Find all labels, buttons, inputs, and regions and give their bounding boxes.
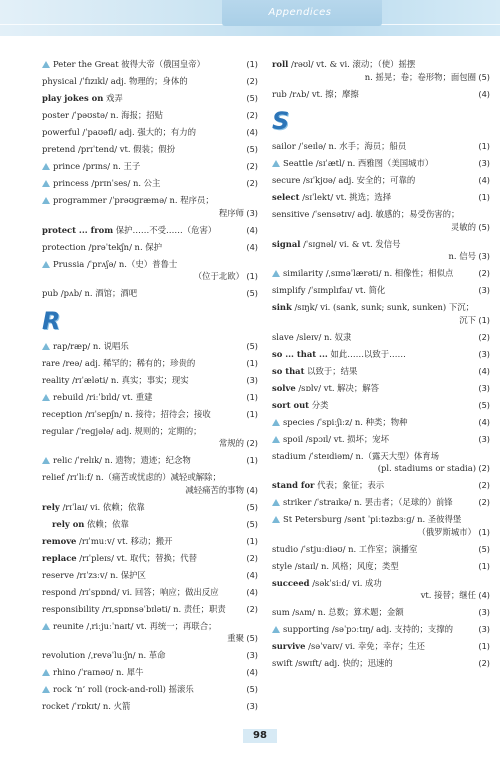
entry-headword: survive bbox=[272, 641, 306, 651]
glossary-entry bbox=[272, 623, 492, 636]
entry-text: revolution /ˌrevəˈluːʃn/ n. 革命 bbox=[42, 650, 166, 660]
unit-number: (4) bbox=[246, 127, 258, 137]
unit-number: (2) bbox=[246, 76, 258, 86]
glossary-entry bbox=[42, 683, 260, 696]
entry-text: Prussia /ˈprʌʃə/ n.（史）普鲁士 bbox=[42, 258, 260, 271]
entry-text: spoil /spɔɪl/ vt. 损坏；宠坏 bbox=[272, 433, 492, 446]
unit-number: (1) bbox=[246, 357, 258, 368]
entry-headword: signal bbox=[272, 238, 301, 249]
unit-number: (4) bbox=[246, 224, 258, 235]
unit-number: (4) bbox=[246, 569, 258, 580]
unit-number: (2) bbox=[246, 438, 258, 448]
glossary-entry bbox=[272, 140, 492, 153]
entry-text: swift /swɪft/ adj. 快的；迅速的 bbox=[272, 658, 393, 668]
entry-text: reception /rɪˈsepʃn/ n. 接待；招待会；接收 bbox=[42, 408, 211, 419]
glossary-entry bbox=[272, 191, 492, 204]
unit-number: (5) bbox=[478, 71, 490, 82]
triangle-marker-icon bbox=[42, 623, 50, 630]
entry-continuation: (pl. stadiums or stadia) bbox=[377, 463, 476, 473]
glossary-entry bbox=[42, 501, 260, 514]
unit-number: (5) bbox=[246, 501, 258, 512]
glossary-entry bbox=[272, 88, 492, 101]
entry-text: pub /pʌb/ n. 酒馆；酒吧 bbox=[42, 288, 138, 298]
entry-continuation: （位于北欧） bbox=[193, 271, 244, 281]
entry-text: roll /rəʊl/ vt. & vi. 滚动；（使）摇摆 bbox=[272, 59, 416, 69]
entry-text: replace /rɪˈpleɪs/ vt. 取代；替换；代替 bbox=[42, 552, 197, 563]
glossary-entry bbox=[272, 174, 492, 187]
entry-headword: so ... that ... bbox=[272, 348, 328, 359]
entry-text: regular /ˈreɡjələ/ adj. 规则的；定期的； bbox=[42, 425, 202, 436]
glossary-entry bbox=[42, 177, 260, 190]
triangle-marker-icon bbox=[42, 394, 50, 401]
entry-continuation: 减轻痛苦的事物 bbox=[185, 484, 244, 495]
glossary-entry bbox=[42, 535, 260, 548]
entry-continuation: n. 摇晃；卷；卷形物；面包圈 bbox=[364, 71, 476, 82]
entry-continuation: vt. 接替；继任 bbox=[420, 590, 476, 600]
glossary-entry bbox=[272, 284, 492, 297]
glossary-entry bbox=[42, 391, 260, 404]
section-letter-s: S bbox=[272, 107, 290, 135]
entry-text: relief /rɪˈliːf/ n.（痛苦或忧虑的）减轻或解除； bbox=[42, 472, 221, 482]
glossary-entry bbox=[42, 649, 260, 662]
unit-number: (4) bbox=[478, 416, 490, 427]
glossary-entry bbox=[272, 450, 492, 475]
entry-text: style /staɪl/ n. 风格；风度；类型 bbox=[272, 560, 399, 571]
unit-number: (2) bbox=[246, 161, 258, 171]
glossary-entry bbox=[42, 357, 260, 370]
glossary-entry bbox=[42, 454, 260, 467]
unit-number: (5) bbox=[246, 93, 258, 103]
triangle-marker-icon bbox=[42, 180, 50, 187]
unit-number: (4) bbox=[246, 586, 258, 597]
glossary-entry bbox=[272, 513, 492, 538]
triangle-marker-icon bbox=[272, 626, 280, 633]
entry-text: Peter the Great 彼得大帝（俄国皇帝） bbox=[42, 58, 260, 71]
entry-headword: replace bbox=[42, 552, 77, 563]
entry-text: supporting /səˈpɔːtɪŋ/ adj. 支持的；支撑的 bbox=[272, 623, 492, 636]
glossary-entry bbox=[42, 408, 260, 421]
unit-number: (3) bbox=[478, 251, 490, 261]
entry-text: princess /prɪnˈses/ n. 公主 bbox=[42, 177, 260, 190]
glossary-entry bbox=[42, 75, 260, 88]
entry-text: solve /sɒlv/ vt. 解决；解答 bbox=[272, 382, 380, 393]
entry-headword: select bbox=[272, 192, 300, 202]
entry-text: sort out 分类 bbox=[272, 399, 329, 410]
entry-text: reality /rɪˈæləti/ n. 真实；事实；现实 bbox=[42, 374, 189, 385]
entry-text: survive /səˈvaɪv/ vi. 幸免；幸存；生还 bbox=[272, 641, 425, 651]
unit-number: (3) bbox=[478, 433, 490, 444]
entry-text: powerful /ˈpaʊəfl/ adj. 强大的；有力的 bbox=[42, 127, 196, 137]
entry-continuation: 程序师 bbox=[218, 207, 244, 218]
triangle-marker-icon bbox=[272, 160, 280, 167]
glossary-entry bbox=[42, 258, 260, 283]
glossary-entry bbox=[272, 577, 492, 602]
entry-headword: so that bbox=[272, 365, 305, 376]
glossary-entry bbox=[42, 340, 260, 353]
glossary-entry bbox=[272, 365, 492, 378]
glossary-entry bbox=[272, 640, 492, 653]
unit-number: (4) bbox=[246, 484, 258, 495]
unit-number: (5) bbox=[246, 340, 258, 351]
page-number: 98 bbox=[243, 729, 277, 743]
entry-text: reserve /rɪˈzɜːv/ n. 保护区 bbox=[42, 569, 146, 580]
unit-number: (3) bbox=[478, 285, 490, 295]
glossary-entry bbox=[272, 267, 492, 280]
unit-number: (1) bbox=[478, 192, 490, 202]
unit-number: (1) bbox=[246, 59, 258, 69]
glossary-entry bbox=[42, 224, 260, 237]
glossary-entry bbox=[272, 606, 492, 619]
glossary-entry bbox=[42, 109, 260, 122]
entry-text: sink /sɪŋk/ vi. (sank, sunk; sunk, sunken) 下沉； bbox=[272, 302, 474, 312]
triangle-marker-icon bbox=[42, 343, 50, 350]
triangle-marker-icon bbox=[272, 419, 280, 426]
entry-continuation: 常规的 bbox=[218, 438, 244, 448]
triangle-marker-icon bbox=[42, 261, 50, 268]
unit-number: (4) bbox=[478, 365, 490, 376]
entry-text: rare /reə/ adj. 稀罕的；稀有的；珍贵的 bbox=[42, 357, 196, 368]
glossary-entry bbox=[42, 552, 260, 565]
triangle-marker-icon bbox=[272, 270, 280, 277]
unit-number: (1) bbox=[478, 141, 490, 151]
entry-text: studio /ˈstjuːdiəʊ/ n. 工作室；演播室 bbox=[272, 543, 418, 554]
unit-number: (5) bbox=[246, 288, 258, 298]
entry-continuation: 沉下 bbox=[459, 314, 476, 325]
entry-text: responsibility /rɪˌspɒnsəˈbɪləti/ n. 责任；职责 bbox=[42, 603, 226, 614]
glossary-entry bbox=[272, 208, 492, 233]
entry-text: so that 以致于；结果 bbox=[272, 365, 358, 376]
entry-continuation: 灵敏的 bbox=[450, 221, 476, 232]
glossary-entry bbox=[272, 399, 492, 412]
glossary-entry bbox=[272, 157, 492, 170]
entry-text: poster /ˈpəʊstə/ n. 海报；招贴 bbox=[42, 110, 164, 120]
unit-number: (5) bbox=[478, 221, 490, 232]
glossary-entry bbox=[42, 603, 260, 616]
glossary-entry bbox=[42, 471, 260, 496]
entry-text: select /sɪˈlekt/ vt. 挑选；选择 bbox=[272, 192, 392, 202]
entry-text: slave /sleɪv/ n. 奴隶 bbox=[272, 331, 352, 342]
entry-text: rap/ræp/ n. 说唱乐 bbox=[42, 340, 260, 353]
entry-continuation: （俄罗斯城市） bbox=[417, 526, 476, 537]
entry-headword: rely bbox=[42, 501, 60, 512]
entry-text: respond /rɪˈspɒnd/ vi. 回答；响应；做出反应 bbox=[42, 586, 219, 597]
unit-number: (3) bbox=[246, 701, 258, 711]
entry-text: species /ˈspiːʃiːz/ n. 种类；物种 bbox=[272, 416, 492, 429]
entry-text: rely on 依赖；依靠 bbox=[52, 518, 129, 529]
unit-number: (2) bbox=[246, 110, 258, 120]
entry-text: signal /ˈsɪɡnəl/ vi. & vt. 发信号 bbox=[272, 238, 401, 249]
entry-headword: succeed bbox=[272, 577, 310, 588]
unit-number: (2) bbox=[478, 268, 490, 278]
triangle-marker-icon bbox=[272, 436, 280, 443]
unit-number: (5) bbox=[246, 633, 258, 643]
entry-headword: solve bbox=[272, 382, 296, 393]
unit-number: (2) bbox=[478, 480, 490, 490]
unit-number: (5) bbox=[246, 144, 258, 154]
glossary-entry bbox=[42, 374, 260, 387]
glossary-entry bbox=[42, 58, 260, 71]
unit-number: (3) bbox=[246, 207, 258, 218]
entry-text: sailor /ˈseɪlə/ n. 水手；海员；船员 bbox=[272, 141, 407, 151]
entry-headword: sort out bbox=[272, 399, 310, 410]
entry-text: remove /rɪˈmuːv/ vt. 移动；搬开 bbox=[42, 535, 173, 546]
triangle-marker-icon bbox=[272, 499, 280, 506]
entry-text: rocket /ˈrɒkɪt/ n. 火箭 bbox=[42, 701, 131, 711]
entry-text: similarity /ˌsɪməˈlærəti/ n. 相像性；相似点 bbox=[272, 267, 492, 280]
unit-number: (1) bbox=[246, 408, 258, 419]
triangle-marker-icon bbox=[42, 669, 50, 676]
unit-number: (5) bbox=[478, 543, 490, 554]
glossary-entry bbox=[42, 241, 260, 254]
glossary-entry bbox=[42, 666, 260, 679]
entry-text: protection /prəˈtekʃn/ n. 保护 bbox=[42, 241, 163, 252]
glossary-entry bbox=[272, 58, 492, 83]
unit-number: (3) bbox=[478, 624, 490, 634]
glossary-entry bbox=[272, 416, 492, 429]
unit-number: (1) bbox=[478, 526, 490, 537]
unit-number: (4) bbox=[478, 590, 490, 600]
glossary-entry bbox=[272, 543, 492, 556]
unit-number: (3) bbox=[246, 650, 258, 660]
entry-text: rub /rʌb/ vt. 擦；摩擦 bbox=[272, 88, 359, 99]
entry-text: relic /ˈrelɪk/ n. 遗物；遗迹；纪念物 bbox=[42, 454, 260, 467]
header-band bbox=[0, 0, 500, 36]
unit-number: (1) bbox=[246, 455, 258, 465]
entry-text: simplify /ˈsɪmplɪfaɪ/ vt. 简化 bbox=[272, 285, 386, 295]
unit-number: (3) bbox=[478, 158, 490, 168]
entry-text: striker /ˈstraɪkə/ n. 罢击者；（足球的）前锋 bbox=[272, 496, 492, 509]
glossary-entry bbox=[272, 657, 492, 670]
unit-number: (1) bbox=[246, 535, 258, 546]
unit-number: (2) bbox=[246, 552, 258, 563]
glossary-entry bbox=[42, 700, 260, 713]
glossary-entry bbox=[42, 569, 260, 582]
entry-text: protect ... from 保护……不受……（危害） bbox=[42, 224, 217, 235]
entry-headword: roll bbox=[272, 59, 289, 69]
left-column bbox=[42, 58, 260, 717]
glossary-entry bbox=[42, 425, 260, 450]
entry-text: stadium /ˈsteɪdiəm/ n.（露天大型）体育场 bbox=[272, 450, 439, 461]
glossary-entry bbox=[42, 620, 260, 645]
unit-number: (2) bbox=[478, 463, 490, 473]
unit-number: (2) bbox=[478, 497, 490, 507]
glossary-entry bbox=[42, 518, 260, 531]
glossary-entry bbox=[272, 301, 492, 326]
entry-continuation: n. 信号 bbox=[448, 251, 476, 261]
unit-number: (1) bbox=[246, 271, 258, 281]
entry-text: reunite /ˌriːjuːˈnaɪt/ vt. 再统一；再联合； bbox=[42, 620, 260, 633]
entry-text: rely /rɪˈlaɪ/ vi. 依赖；依靠 bbox=[42, 501, 145, 512]
entry-text: secure /sɪˈkjʊə/ adj. 安全的；可靠的 bbox=[272, 175, 416, 185]
unit-number: (2) bbox=[478, 658, 490, 668]
entry-text: stand for 代表；象征；表示 bbox=[272, 480, 385, 490]
unit-number: (2) bbox=[246, 178, 258, 188]
triangle-marker-icon bbox=[42, 197, 50, 204]
triangle-marker-icon bbox=[42, 61, 50, 68]
unit-number: (1) bbox=[246, 391, 258, 402]
entry-text: rebuild /riːˈbɪld/ vt. 重建 bbox=[42, 391, 260, 404]
unit-number: (1) bbox=[478, 641, 490, 651]
entry-headword: stand for bbox=[272, 480, 315, 490]
entry-headword: play jokes on bbox=[42, 93, 104, 103]
unit-number: (2) bbox=[478, 331, 490, 342]
entry-text: sum /sʌm/ n. 总数；算术题；金额 bbox=[272, 607, 404, 617]
unit-number: (5) bbox=[246, 518, 258, 529]
entry-text: so ... that ... 如此……以致于…… bbox=[272, 348, 406, 359]
glossary-entry bbox=[272, 560, 492, 573]
entry-headword: protect ... from bbox=[42, 224, 114, 235]
triangle-marker-icon bbox=[42, 686, 50, 693]
entry-text: St Petersburg /sənt ˈpiːtəzbɜːɡ/ n. 圣彼得堡 bbox=[272, 513, 492, 526]
unit-number: (3) bbox=[478, 348, 490, 359]
entry-continuation: 重聚 bbox=[227, 633, 244, 643]
entry-text: rock ’n’ roll (rock-and-roll) 摇滚乐 bbox=[42, 683, 260, 696]
glossary-entry bbox=[272, 496, 492, 509]
entry-text: Seattle /sɪˈætl/ n. 西雅图（美国城市） bbox=[272, 157, 492, 170]
entry-text: programmer /ˈprəʊɡræmə/ n. 程序员； bbox=[42, 194, 260, 207]
triangle-marker-icon bbox=[272, 516, 280, 523]
entry-headword: rely on bbox=[52, 518, 85, 529]
glossary-entry bbox=[42, 143, 260, 156]
glossary-entry bbox=[272, 348, 492, 361]
section-letter-r: R bbox=[42, 306, 61, 335]
entry-headword: sink bbox=[272, 302, 292, 312]
glossary-entry bbox=[42, 287, 260, 300]
entry-headword: remove bbox=[42, 535, 77, 546]
entry-text: succeed /səkˈsiːd/ vi. 成功 bbox=[272, 577, 382, 588]
unit-number: (3) bbox=[478, 607, 490, 617]
entry-text: pretend /prɪˈtend/ vt. 假装；假扮 bbox=[42, 144, 176, 154]
glossary-entry bbox=[42, 194, 260, 219]
unit-number: (5) bbox=[246, 684, 258, 694]
glossary-entry bbox=[42, 586, 260, 599]
entry-text: physical /ˈfɪzɪkl/ adj. 物理的；身体的 bbox=[42, 76, 188, 86]
glossary-entry bbox=[272, 433, 492, 446]
entry-text: play jokes on 戏弄 bbox=[42, 93, 123, 103]
glossary-entry bbox=[42, 126, 260, 139]
unit-number: (3) bbox=[246, 374, 258, 385]
unit-number: (4) bbox=[246, 667, 258, 677]
header-title: Appendices bbox=[268, 7, 332, 18]
unit-number: (5) bbox=[478, 399, 490, 410]
entry-text: prince /prɪns/ n. 王子 bbox=[42, 160, 260, 173]
entry-text: rhino /ˈraɪnəʊ/ n. 犀牛 bbox=[42, 666, 260, 679]
glossary-entry bbox=[272, 238, 492, 263]
unit-number: (1) bbox=[478, 314, 490, 325]
unit-number: (4) bbox=[478, 175, 490, 185]
unit-number: (1) bbox=[478, 560, 490, 571]
triangle-marker-icon bbox=[42, 457, 50, 464]
unit-number: (4) bbox=[246, 241, 258, 252]
right-column bbox=[272, 58, 492, 674]
unit-number: (2) bbox=[246, 603, 258, 614]
glossary-entry bbox=[42, 160, 260, 173]
glossary-entry bbox=[272, 331, 492, 344]
entry-text: sensitive /ˈsensətɪv/ adj. 敏感的；易受伤害的； bbox=[272, 209, 460, 219]
unit-number: (4) bbox=[478, 88, 490, 99]
glossary-entry bbox=[42, 92, 260, 105]
glossary-entry bbox=[272, 382, 492, 395]
unit-number: (3) bbox=[478, 382, 490, 393]
triangle-marker-icon bbox=[42, 163, 50, 170]
glossary-entry bbox=[272, 479, 492, 492]
